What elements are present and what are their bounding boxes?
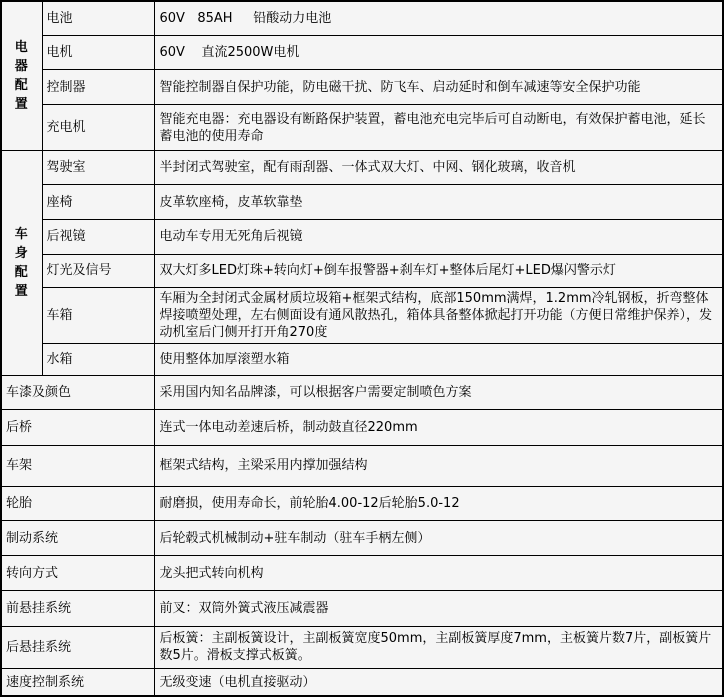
label-cell: 电池 (42, 1, 154, 35)
label-cell: 驾驶室 (42, 150, 154, 184)
label-cell: 灯光及信号 (42, 254, 154, 287)
table-row (1, 669, 723, 696)
table-row (1, 254, 723, 287)
value-cell: 使用整体加厚滚塑水箱 (154, 344, 723, 375)
label-cell: 座椅 (42, 185, 154, 220)
label-cell: 车架 (1, 446, 154, 486)
group-cell-body: 车身配置 (1, 150, 42, 375)
label-cell: 充电机 (42, 105, 154, 150)
value-cell: 后轮毂式机械制动+驻车制动（驻车手柄左侧） (154, 520, 723, 555)
table-row (1, 556, 723, 591)
label-cell: 速度控制系统 (1, 669, 154, 696)
label-cell: 控制器 (42, 70, 154, 105)
label-cell: 制动系统 (1, 520, 154, 555)
table-row (1, 344, 723, 375)
value-cell: 电动车专用无死角后视镜 (154, 220, 723, 254)
value-cell: 皮革软座椅，皮革软靠垫 (154, 185, 723, 220)
table-row (1, 220, 723, 254)
table-row (1, 626, 723, 668)
label-cell: 轮胎 (1, 486, 154, 520)
label-cell: 后桥 (1, 409, 154, 445)
value-cell: 车厢为全封闭式金属材质垃圾箱+框架式结构，底部150mm满焊，1.2mm冷轧钢板，折弯整体焊接喷塑处理，左右侧面设有通风散热孔，箱体具备整体掀起打开功能（方便日常维护保养），发动机室后门侧开打开角270度 (154, 287, 723, 343)
label-cell: 车漆及颜色 (1, 375, 154, 409)
table-row (1, 287, 723, 343)
value-cell: 框架式结构，主梁采用内撑加强结构 (154, 446, 723, 486)
value-cell: 半封闭式驾驶室，配有雨刮器、一体式双大灯、中网、钢化玻璃，收音机 (154, 150, 723, 184)
label-cell: 前悬挂系统 (1, 591, 154, 626)
value-cell: 智能充电器：充电器设有断路保护装置，蓄电池充电完毕后可自动断电，有效保护蓄电池，延长蓄电池的使用寿命 (154, 105, 723, 150)
table-row (1, 150, 723, 184)
table-row (1, 486, 723, 520)
label-cell: 转向方式 (1, 556, 154, 591)
label-cell: 电机 (42, 35, 154, 69)
value-cell: 连式一体电动差速后桥，制动鼓直径220mm (154, 409, 723, 445)
value-cell: 60V 85AH 铅酸动力电池 (154, 1, 723, 35)
label-cell: 车箱 (42, 287, 154, 343)
table-row (1, 185, 723, 220)
table-row (1, 446, 723, 486)
value-cell: 智能控制器自保护功能，防电磁干扰、防飞车、启动延时和倒车减速等安全保护功能 (154, 70, 723, 105)
value-cell: 前叉：双筒外簧式液压减震器 (154, 591, 723, 626)
value-cell: 无级变速（电机直接驱动） (154, 669, 723, 696)
label-cell: 水箱 (42, 344, 154, 375)
value-cell: 龙头把式转向机构 (154, 556, 723, 591)
table-row (1, 520, 723, 555)
table-row (1, 409, 723, 445)
table-row (1, 1, 723, 35)
table-row (1, 70, 723, 105)
group-cell-electrical: 电器配置 (1, 1, 42, 150)
label-cell: 后悬挂系统 (1, 626, 154, 668)
table-row (1, 591, 723, 626)
label-cell: 后视镜 (42, 220, 154, 254)
table-row (1, 35, 723, 69)
value-cell: 采用国内知名品牌漆，可以根据客户需要定制喷色方案 (154, 375, 723, 409)
value-cell: 双大灯多LED灯珠+转向灯+倒车报警器+刹车灯+整体后尾灯+LED爆闪警示灯 (154, 254, 723, 287)
value-cell: 后板簧：主副板簧设计，主副板簧宽度50mm，主副板簧厚度7mm，主板簧片数7片，副板簧片数5片。滑板支撑式板簧。 (154, 626, 723, 668)
value-cell: 60V 直流2500W电机 (154, 35, 723, 69)
value-cell: 耐磨损，使用寿命长，前轮胎4.00-12后轮胎5.0-12 (154, 486, 723, 520)
table-row (1, 105, 723, 150)
table-row (1, 375, 723, 409)
